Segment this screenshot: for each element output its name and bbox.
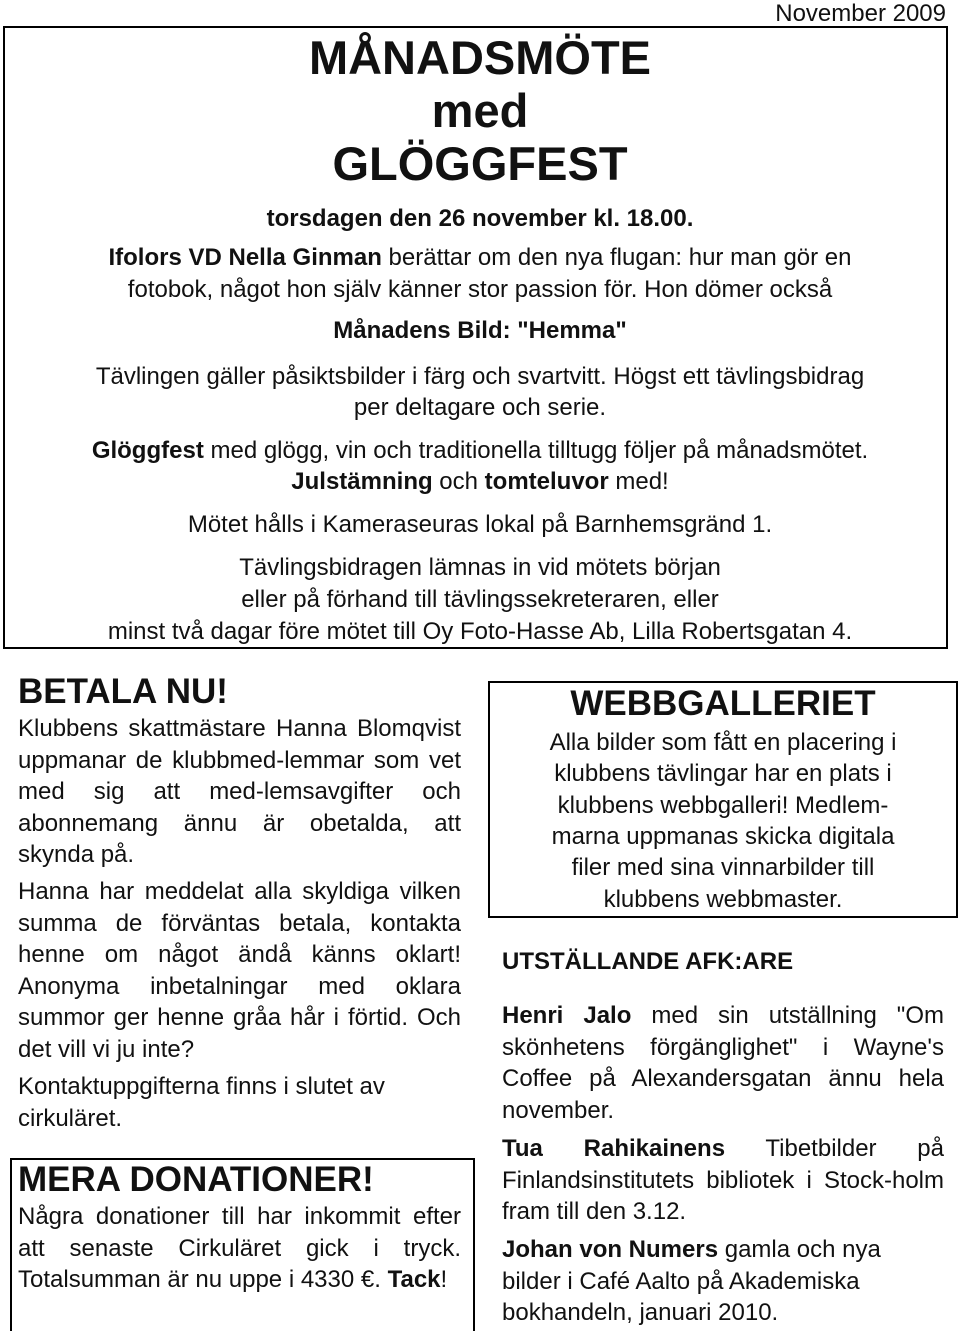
gloggfest-text: med glögg, vin och traditionella tilltugg följer på månadsmötet.	[203, 437, 869, 464]
web-gallery-line-5: filer med sina vinnarbilder till	[571, 854, 875, 881]
och-text: och	[432, 468, 485, 495]
betala-paragraph-3: Kontaktuppgifterna finns i slutet av cirkuläret.	[18, 1073, 385, 1132]
med-text: med!	[608, 468, 669, 495]
exhibitor-text: Tibetbilder på Finlandsinstitutets bibliotek i Stock-holm fram till den 3.12.	[502, 1135, 944, 1225]
venue-line: Mötet hålls i Kameraseuras lokal på Barnhemsgränd 1.	[187, 511, 773, 538]
speaker-text: berättar om den nya flugan: hur man gör en	[381, 244, 852, 271]
web-gallery-line-1: Alla bilder som fått en placering i	[549, 729, 897, 756]
donations-end: !	[440, 1266, 448, 1293]
gloggfest-bold: Glöggfest	[91, 437, 204, 464]
monthly-picture-title	[0, 316, 960, 346]
title-line-1: MÅNADSMÖTE	[308, 31, 652, 84]
submission-line-1: Tävlingsbidragen lämnas in vid mötets början	[239, 554, 721, 581]
exhibitors-heading: UTSTÄLLANDE AFK:ARE	[502, 948, 794, 975]
web-gallery-line-4: marna uppmanas skicka digitala	[551, 823, 895, 850]
exhibitor-name: Henri Jalo	[502, 1002, 632, 1029]
submission-line-3: minst två dagar före mötet till Oy Foto-Hasse Ab, Lilla Robertsgatan 4.	[107, 618, 853, 645]
exhibitor-name: Tua Rahikainens	[502, 1135, 726, 1162]
speaker-line	[0, 243, 960, 273]
title-line-2: med	[431, 84, 529, 137]
exhibitor-item	[502, 1133, 944, 1228]
donations-dot: .	[374, 1266, 388, 1293]
gloggfest-line	[0, 436, 960, 466]
julstamning-line	[0, 467, 960, 497]
donations-text	[18, 1201, 461, 1296]
meeting-datetime: torsdagen den 26 november kl. 18.00.	[266, 205, 694, 232]
title-line-3: GLÖGGFEST	[332, 137, 628, 190]
betala-paragraph-1: Klubbens skattmästare Hanna Blomqvist uppmanar de klubbmed-lemmar som vet med sig att med-lemsavgifter och abonnemang ännu är obetalda, att skynda på.	[18, 715, 461, 868]
julstamning-bold: Julstämning	[291, 468, 433, 495]
competition-rules-line-1: Tävlingen gäller påsiktsbilder i färg och svartvitt. Högst ett tävlingsbidrag	[95, 363, 865, 390]
betala-paragraph-2: Hanna har meddelat alla skyldiga vilken summa de förväntas betala, kontakta henne om något ändå känns oklart! Anonyma inbetalningar med oklara summor ger henne gråa hår i förtid. Och det vill vi ju inte?	[18, 878, 461, 1063]
web-gallery-line-3: klubbens webbgalleri! Medlem-	[557, 792, 889, 819]
exhibitor-name: Johan von Numers	[502, 1236, 719, 1263]
issue-date: November 2009	[775, 0, 946, 27]
tomteluvor-bold: tomteluvor	[484, 468, 609, 495]
competition-rules-line-2: per deltagare och serie.	[353, 394, 607, 421]
web-gallery-line-2: klubbens tävlingar har en plats i	[554, 760, 892, 787]
monthly-picture-title-text: Månadens Bild: "Hemma"	[333, 317, 627, 344]
exhibitor-text: gamla och nya bilder i Café Aalto på Akademiska bokhandeln, januari 2010.	[502, 1236, 881, 1326]
exhibitor-item	[502, 1000, 944, 1126]
submission-line-2: eller på förhand till tävlingssekreteraren, eller	[241, 586, 719, 613]
betala-heading: BETALA NU!	[18, 672, 228, 711]
donations-body: Några donationer till har inkommit efter att senaste Cirkuläret gick i tryck. Totalsumman är nu uppe i 4330	[18, 1203, 461, 1293]
speaker-line-2: fotobok, något hon själv känner stor passion för. Hon dömer också	[127, 276, 833, 303]
web-gallery-heading: WEBBGALLERIET	[570, 684, 876, 723]
exhibitor-text: med sin utställning "Om skönhetens förgänglighet" i Wayne's Coffee på Alexandersgatan ännu hela november.	[502, 1002, 944, 1124]
tack-word: Tack	[387, 1266, 441, 1293]
donations-heading: MERA DONATIONER!	[18, 1160, 374, 1199]
speaker-name: Ifolors VD Nella Ginman	[108, 244, 382, 271]
euro-sign: €	[360, 1266, 375, 1293]
exhibitor-item	[502, 1234, 944, 1329]
web-gallery-line-6: klubbens webbmaster.	[603, 886, 843, 913]
